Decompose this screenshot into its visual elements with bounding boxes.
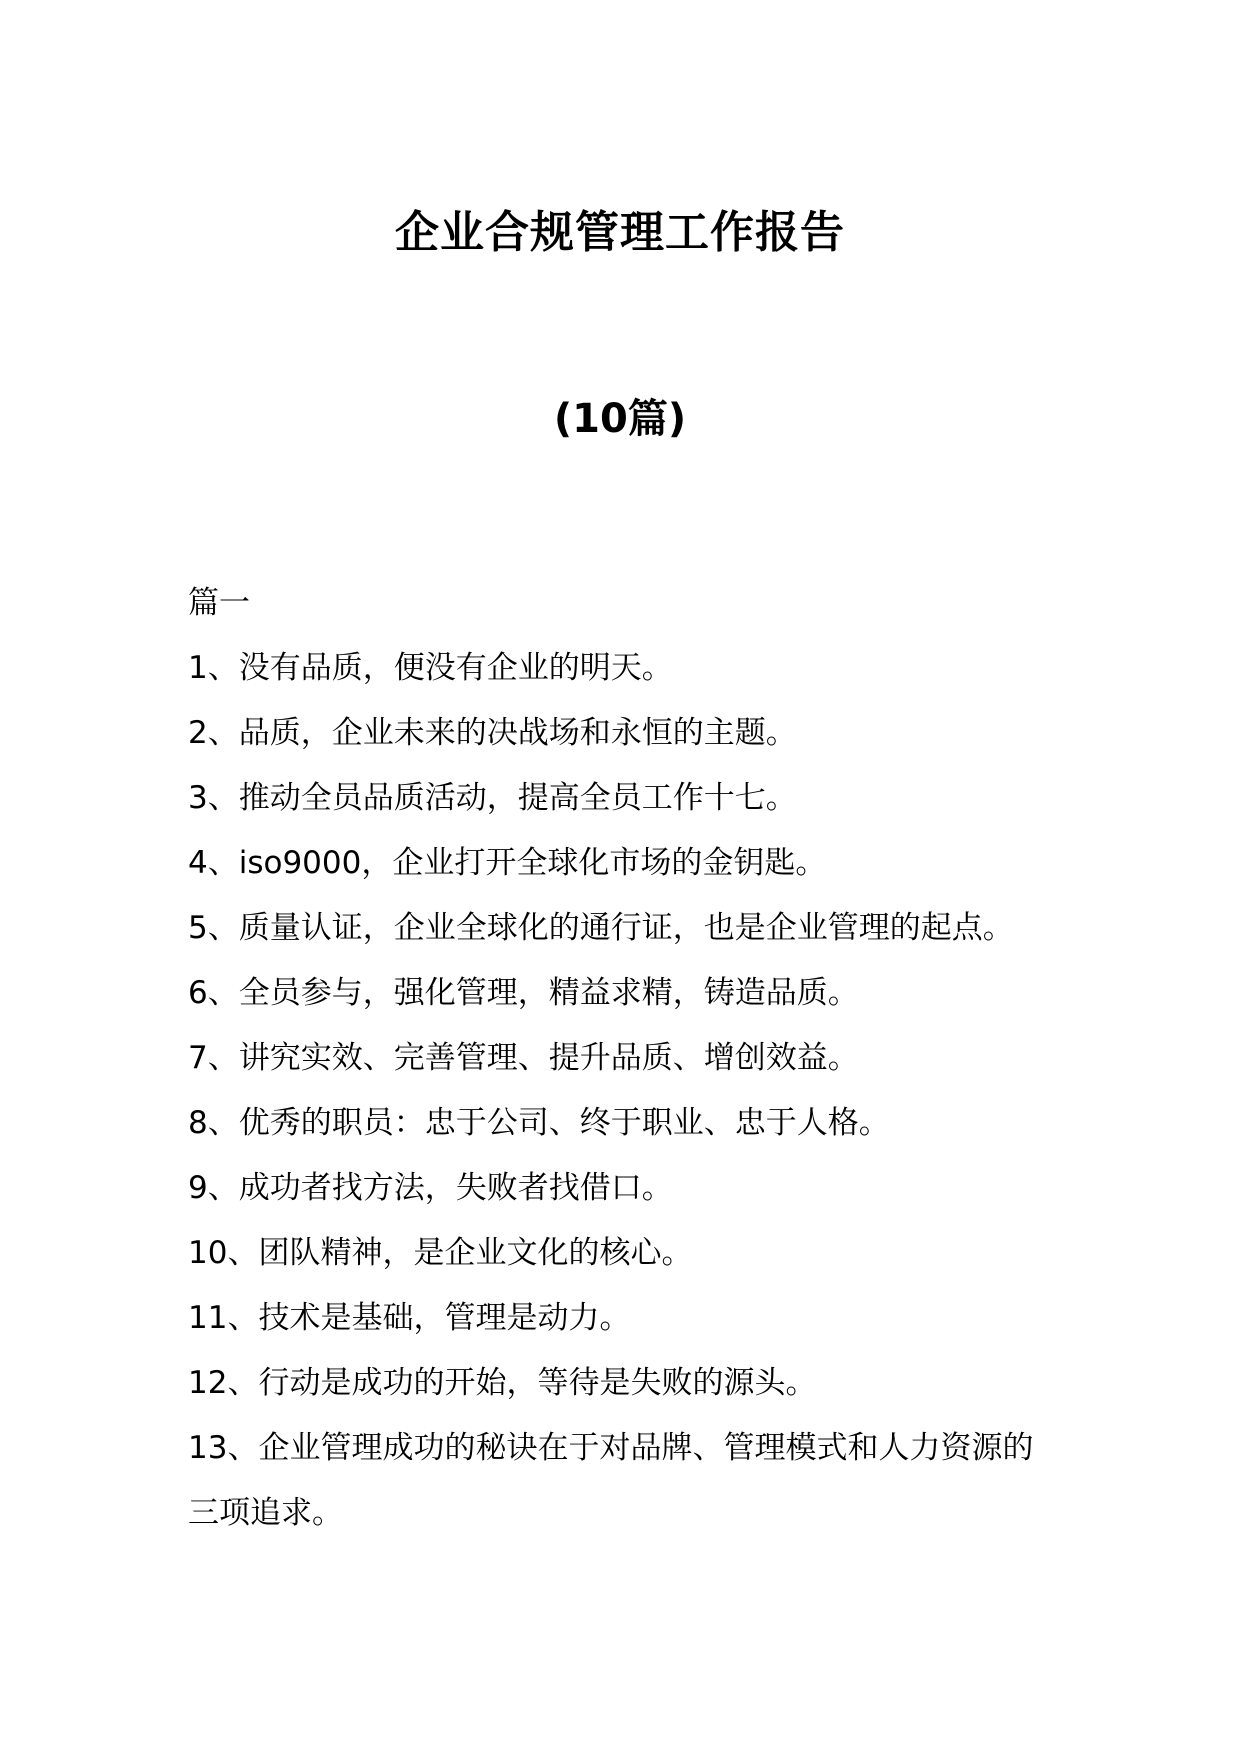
document-subtitle: (10篇): [553, 396, 687, 442]
document-title: 企业合规管理工作报告: [395, 207, 845, 258]
list-item: 4、iso9000，企业打开全球化市场的金钥匙。: [188, 845, 827, 881]
list-item: 5、质量认证，企业全球化的通行证，也是企业管理的起点。: [188, 910, 1014, 946]
list-item: 2、品质，企业未来的决战场和永恒的主题。: [188, 715, 797, 751]
list-item: 1、没有品质，便没有企业的明天。: [188, 650, 673, 686]
list-item: 7、讲究实效、完善管理、提升品质、增创效益。: [188, 1040, 859, 1076]
list-item: 13、企业管理成功的秘诀在于对品牌、管理模式和人力资源的三项追求。: [188, 1430, 1034, 1531]
list-item: 8、优秀的职员：忠于公司、终于职业、忠于人格。: [188, 1105, 890, 1141]
list-item: 11、技术是基础，管理是动力。: [188, 1300, 631, 1336]
list-item: 6、全员参与，强化管理，精益求精，铸造品质。: [188, 975, 859, 1011]
list-item: 12、行动是成功的开始，等待是失败的源头。: [188, 1365, 817, 1401]
slogan-list: [188, 636, 1058, 1546]
list-item: 10、团队精神，是企业文化的核心。: [188, 1235, 693, 1271]
list-item: 3、推动全员品质活动，提高全员工作十七。: [188, 780, 797, 816]
section-heading: 篇一: [188, 585, 250, 621]
list-item: 9、成功者找方法，失败者找借口。: [188, 1170, 673, 1206]
document-body: [188, 571, 1058, 1546]
